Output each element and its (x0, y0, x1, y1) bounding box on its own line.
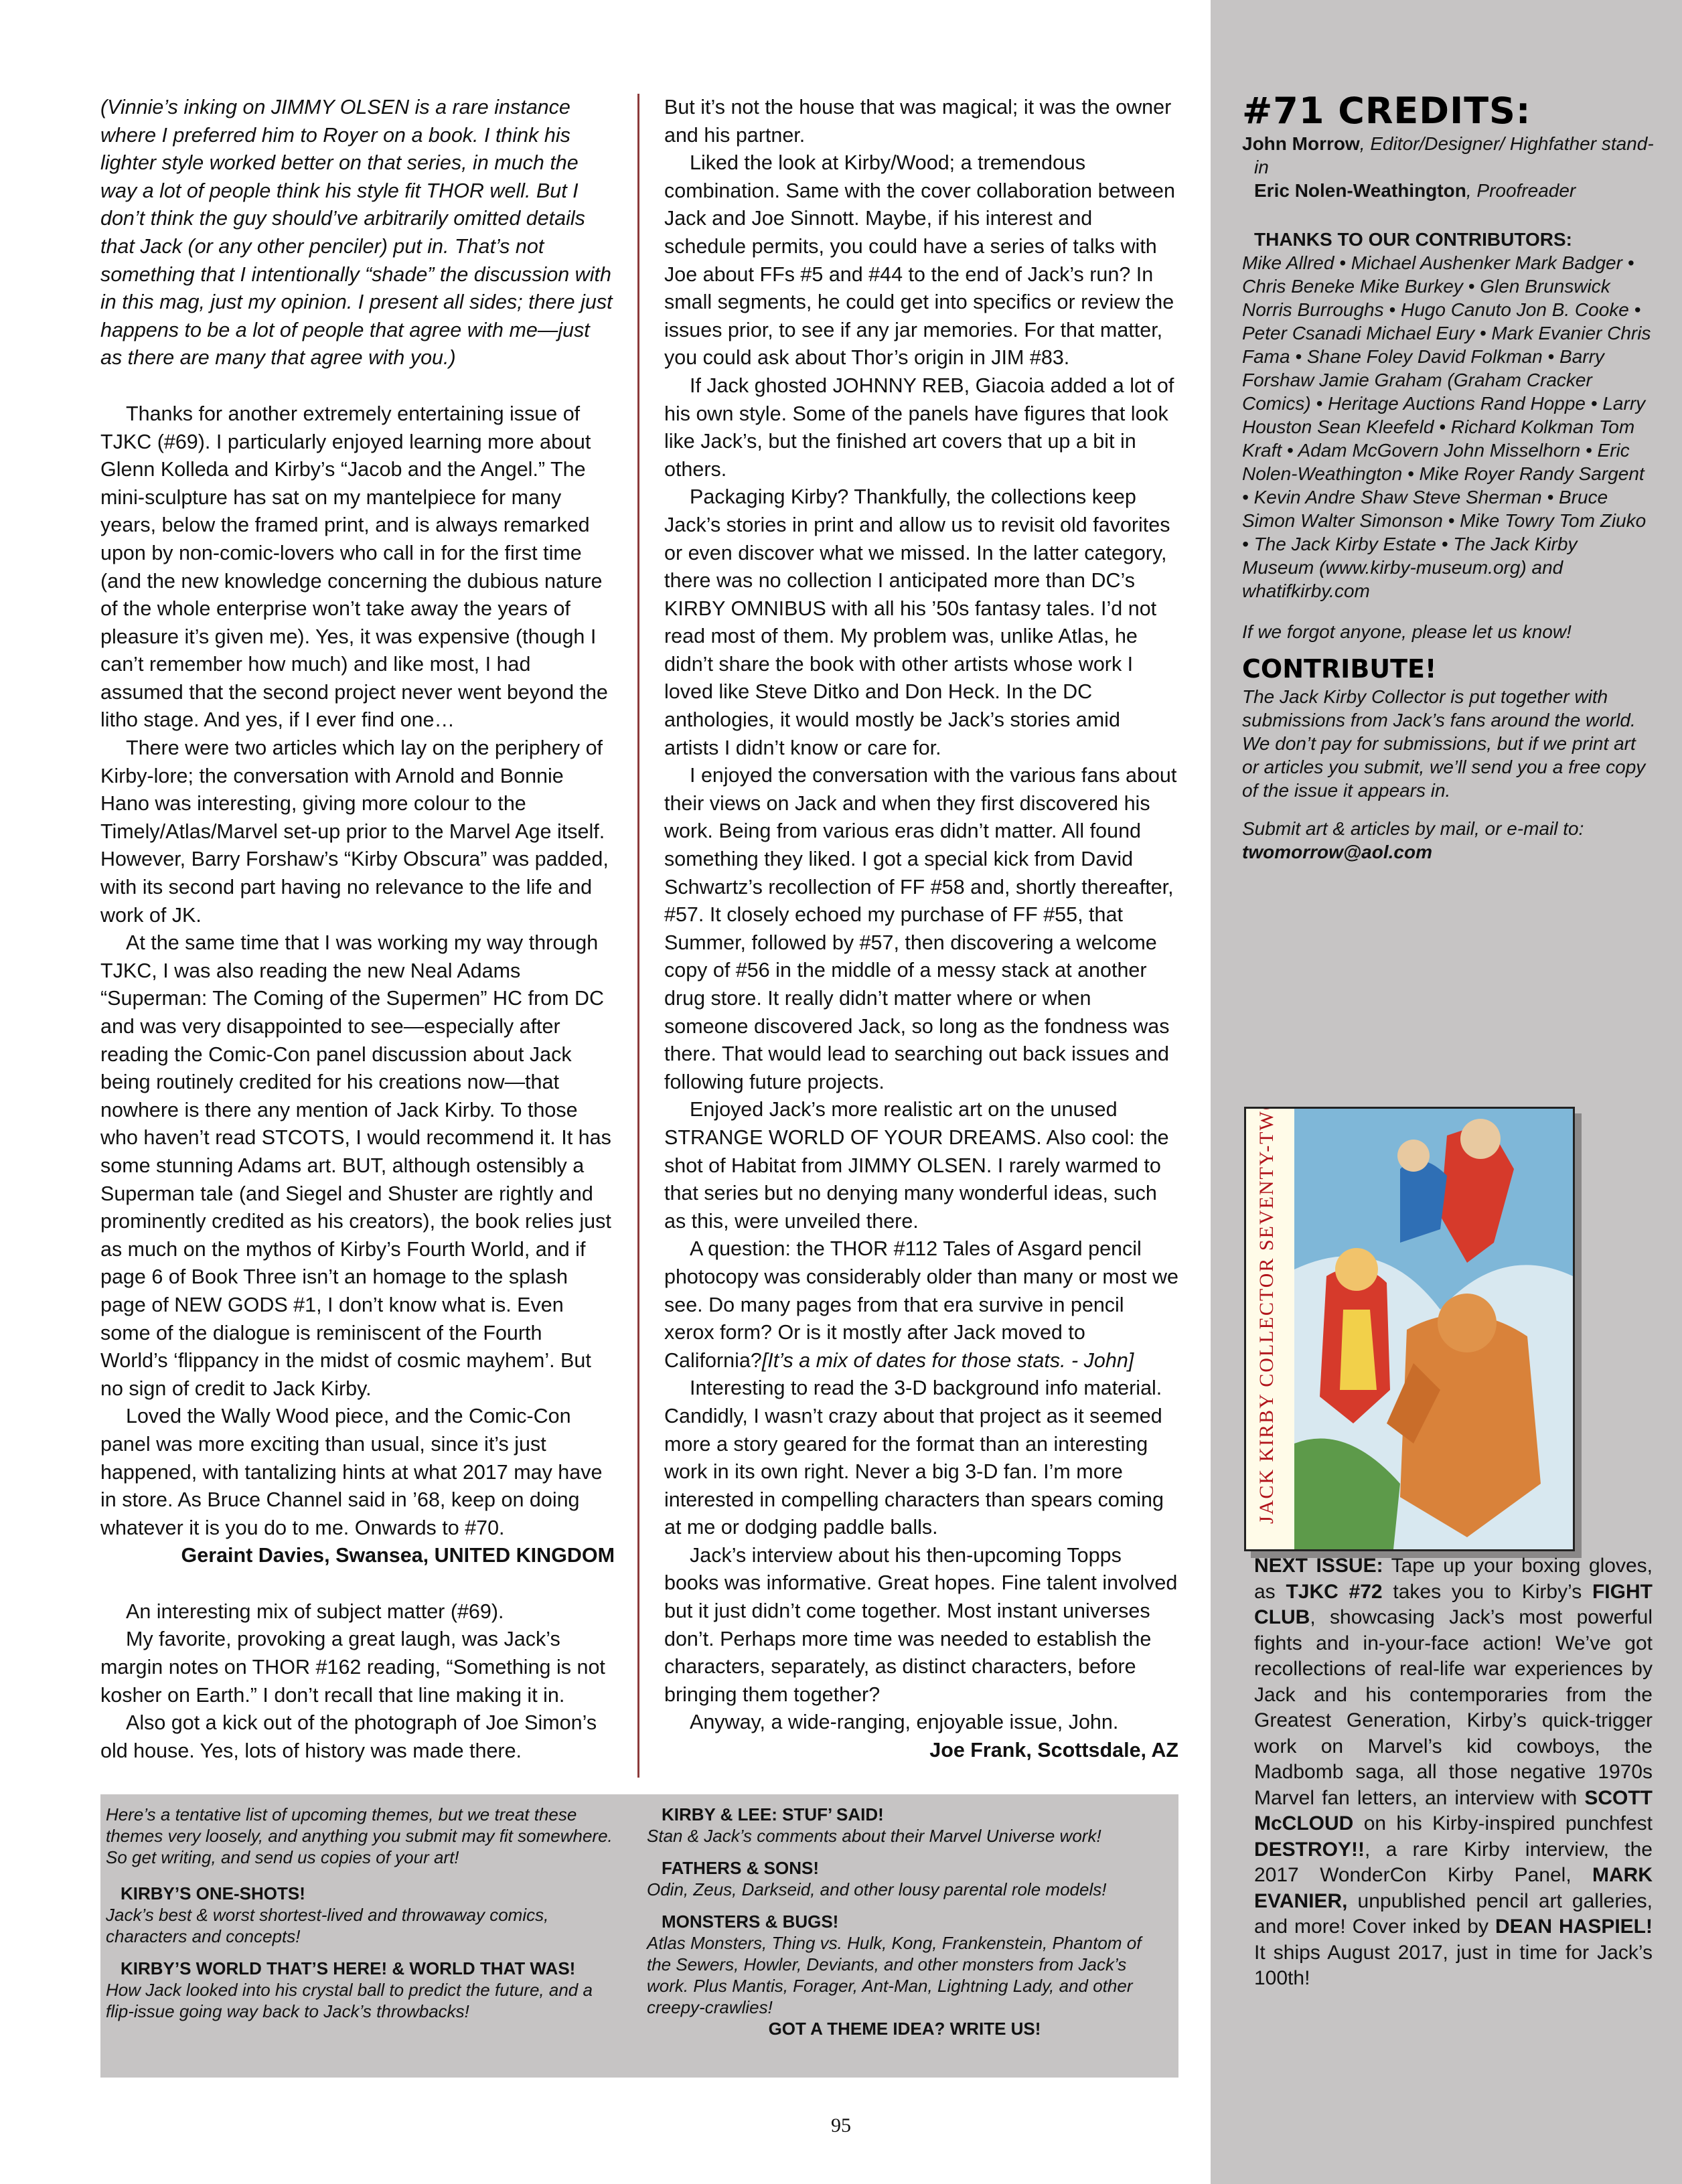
letter-paragraph (664, 1235, 1178, 1375)
forgot-note: If we forgot anyone, please let us know! (1242, 621, 1572, 642)
next-issue-blurb (1254, 1553, 1653, 1992)
cover-art (1246, 1109, 1573, 1549)
next-issue-highlight: NEXT ISSUE: (1254, 1555, 1383, 1577)
themes-right-column (647, 1804, 1162, 2039)
next-issue-text: takes you to Kirby’s (1382, 1580, 1592, 1603)
next-issue-highlight: TJKC #72 (1286, 1580, 1383, 1603)
next-issue-text: It ships August 2017, just in time for Jack’s 100th! (1254, 1941, 1653, 1989)
paragraph-gap (100, 1570, 615, 1598)
next-issue-text: , a rare Kirby interview, the 2017 WonderCon Kirby Panel, (1254, 1838, 1653, 1886)
theme-description: How Jack looked into his crystal ball to predict the future, and a flip-issue going way back to Jack’s throwbacks! (106, 1980, 593, 2021)
submit-label: Submit art & articles by mail, or e-mail to: (1242, 818, 1584, 839)
next-issue-text: unpublished pencil art galleries, and more! Cover inked by (1254, 1889, 1653, 1938)
letter-paragraph: An interesting mix of subject matter (#69). (126, 1600, 504, 1623)
letter-paragraph: My favorite, provoking a great laugh, was Jack’s margin notes on THOR #162 reading, “Something is not kosher on Earth.” I don’t recall that line making it in. (100, 1628, 605, 1707)
theme-title: FATHERS & SONS! (662, 1858, 819, 1878)
contributors-list: Mike Allred • Michael Aushenker Mark Badger • Chris Beneke Mike Burkey • Glen Brunswick Norris Burroughs • Hugo Canuto Jon B. Cooke • Peter Csanadi Michael Eury • Mark Evanier Chris Fama • Shane Foley David Folkman • Barry Forshaw Jamie Graham (Graham Cracker Comics) • Heritage Auctions Rand Hoppe • Larry Houston Sean Kleefeld • Richard Kolkman Tom Kraft • Adam McGovern John Misselhorn • Eric Nolen-Weathington • Mike Royer Randy Sargent • Kevin Andre Shaw Steve Sherman • Bruce Simon Walter Simonson • Mike Towry Tom Ziuko • The Jack Kirby Estate • The Jack Kirby Museum (www.kirby-museum.org) and whatifkirby.com (1242, 252, 1651, 601)
credit-role: , Proofreader (1466, 180, 1576, 201)
submit-email-link[interactable]: twomorrow@aol.com (1242, 842, 1432, 862)
paragraph-gap (100, 372, 615, 400)
letter-paragraph: Liked the look at Kirby/Wood; a tremendous combination. Same with the cover collaboration between Jack and Joe Sinnott. Maybe, if his interest and schedule permits, you could have a series of talks with Joe about FFs #5 and #44 to the end of Jack’s run? In small segments, he could get into specifics or review the issues prior, to see if any jar memories. For that matter, you could ask about Thor’s origin in JIM #83. (664, 151, 1175, 370)
editor-reply: [It’s a mix of dates for those stats. - John] (761, 1348, 1134, 1372)
letter-paragraph: Thanks for another extremely entertaining issue of TJKC (#69). I particularly enjoyed learning more about Glenn Kolleda and Kirby’s “Jacob and the Angel.” The mini-sculpture has sat on my mantelpiece for many years, below the framed print, and is always remarked upon by non-comic-lovers who call in for the first time (and the new knowledge concerning the dubious nature of the whole enterprise won’t take away the years of pleasure it’s given me). Yes, it was expensive (though I can’t remember how much) and like most, I had assumed that the second project never went beyond the litho stage. And yes, if I ever find one… (100, 402, 608, 732)
theme-description: Stan & Jack’s comments about their Marvel Universe work! (647, 1826, 1101, 1846)
letter-paragraph: Packaging Kirby? Thankfully, the collections keep Jack’s stories in print and allow us to revisit old favorites or even discover what we missed. In the latter category, there was no collection I anticipated more than DC’s KIRBY OMNIBUS with all his ’50s fantasy tales. I’d not read most of them. My problem was, unlike Atlas, he didn’t share the book with other artists whose work I loved like Steve Ditko and Don Heck. In the DC anthologies, it would mostly be Jack’s stories amid artists I didn’t know or care for. (664, 485, 1170, 759)
theme-title: KIRBY & LEE: STUF’ SAID! (662, 1804, 884, 1824)
submit-text (1242, 817, 1654, 864)
letter-paragraph: But it’s not the house that was magical; it was the owner and his partner. (664, 96, 1172, 147)
letters-column-left (100, 94, 615, 1765)
letter-signature: Joe Frank, Scottsdale, AZ (929, 1739, 1178, 1762)
credits-heading: #71 CREDITS: (1242, 90, 1531, 132)
contribute-text: The Jack Kirby Collector is put together with submissions from Jack’s fans around the world. We don’t pay for submissions, but if we print art or articles you submit, we’ll send you a free copy of the issue it appears in. (1242, 686, 1646, 801)
letter-paragraph: Anyway, a wide-ranging, enjoyable issue, John. (690, 1711, 1119, 1734)
next-issue-highlight: MARK EVANIER, (1254, 1864, 1653, 1912)
letter-paragraph: There were two articles which lay on the periphery of Kirby-lore; the conversation with Arnold and Bonnie Hano was interesting, giving more colour to the Timely/Atlas/Marvel set-up prior to the Marvel Age itself. However, Barry Forshaw’s “Kirby Obscura” was padded, with its second part having no relevance to the life and work of JK. (100, 736, 609, 927)
column-divider (637, 94, 639, 1778)
sidebar-content (1242, 90, 1654, 864)
next-issue-text: Tape up your boxing gloves, as (1254, 1555, 1653, 1603)
theme-call-to-action: GOT A THEME IDEA? WRITE US! (768, 2019, 1041, 2039)
theme-description: Atlas Monsters, Thing vs. Hulk, Kong, Frankenstein, Phantom of the Sewers, Howler, Deviants, and other monsters from Jack’s work. Plus Mantis, Forager, Ant-Man, Lightning Lady, and other creepy-crawlies! (647, 1933, 1142, 2017)
next-issue-highlight: FIGHT CLUB (1254, 1580, 1653, 1628)
letter-signature: Geraint Davies, Swansea, UNITED KINGDOM (181, 1544, 615, 1567)
cover-spine-text: JACK KIRBY COLLECTOR SEVENTY-TWO $10 (1255, 1109, 1278, 1524)
editor-reply: (Vinnie’s inking on JIMMY OLSEN is a rare instance where I preferred him to Royer on a book. I think his lighter style worked better on that series, in much the way a lot of people think his style fit THOR well. But I don’t think the guy should’ve arbitrarily omitted details that Jack (or any other penciler) put in. That’s not something that I intentionally “shade” the discussion with in this mag, just my opinion. I present all sides; there just happens to be a lot of people that agree with me—just as there are many that agree with you.) (100, 96, 613, 370)
themes-left-column (106, 1804, 615, 2022)
letter-paragraph: Enjoyed Jack’s more realistic art on the unused STRANGE WORLD OF YOUR DREAMS. Also cool: the shot of Habitat from JIMMY OLSEN. I rarely warmed to that series but no denying many wonderful ideas, such as this, were unveiled there. (664, 1098, 1169, 1233)
next-issue-text: , showcasing Jack’s most powerful fights and in-your-face action! We’ve got recollections of real-life war experiences by Jack and his contemporaries from the Greatest Generation, Kirby’s quick-trigger work on Marvel’s kid cowboys, the Madbomb saga, all those negative 1970s Marvel fan letters, an interview with (1254, 1606, 1653, 1809)
next-issue-highlight: SCOTT McCLOUD (1254, 1786, 1653, 1835)
next-issue-highlight: DESTROY!! (1254, 1838, 1365, 1861)
next-issue-cover-image (1244, 1107, 1575, 1551)
credit-name: John Morrow (1242, 133, 1360, 154)
credit-line-editor (1242, 132, 1654, 179)
contribute-heading: CONTRIBUTE! (1242, 654, 1437, 684)
letter-paragraph: Loved the Wally Wood piece, and the Comic-Con panel was more exciting than usual, since it’s just happened, with tantalizing hints at what 2017 may have in store. As Bruce Channel said in ’68, keep on doing whatever it is you do to me. Onwards to #70. (100, 1405, 603, 1539)
theme-description: Jack’s best & worst shortest-lived and throwaway comics, characters and concepts! (106, 1905, 549, 1946)
theme-title: MONSTERS & BUGS! (662, 1912, 839, 1932)
theme-title: KIRBY’S WORLD THAT’S HERE! & WORLD THAT WAS! (121, 1958, 576, 1978)
letter-paragraph: If Jack ghosted JOHNNY REB, Giacoia added a lot of his own style. Some of the panels have figures that look like Jack’s, but the finished art covers that up a bit in others. (664, 374, 1174, 481)
letter-paragraph: Also got a kick out of the photograph of Joe Simon’s old house. Yes, lots of history was made there. (100, 1711, 597, 1762)
page-number: 95 (831, 2114, 851, 2136)
credit-role: , Editor/Designer/ Highfather stand-in (1254, 133, 1654, 177)
letters-column-right (664, 94, 1178, 1765)
letter-paragraph: Jack’s interview about his then-upcoming Topps books was informative. Great hopes. Fine talent involved but it just didn’t come together. Most instant universes don’t. Perhaps more time was needed to establish the characters, separately, as distinct characters, before bringing them together? (664, 1543, 1178, 1706)
themes-intro: Here’s a tentative list of upcoming themes, but we treat these themes very loosely, and anything you submit may fit somewhere. So get writing, and send us copies of your art! (106, 1804, 613, 1867)
thanks-heading: THANKS TO OUR CONTRIBUTORS: (1254, 229, 1572, 250)
letter-paragraph: At the same time that I was working my way through TJKC, I was also reading the new Neal Adams “Superman: The Coming of the Supermen” HC from DC and was very disappointed to see—especially after reading the Comic-Con panel discussion about Jack being routinely credited for his creations now—that nowhere is there any mention of Jack Kirby. To those who haven’t read STCOTS, I would recommend it. It has some stunning Adams art. BUT, although ostensibly a Superman tale (and Siegel and Shuster are rightly and prominently credited as his creators), the book relies just as much on the mythos of Kirby’s Fourth World, and if page 6 of Book Three isn’t an homage to the splash page of NEW GODS #1, I don’t know what is. Even some of the dialogue is reminiscent of the Fourth World’s ‘flippancy in the midst of cosmic mayhem’. But no sign of credit to Jack Kirby. (100, 931, 611, 1400)
letter-paragraph: I enjoyed the conversation with the various fans about their views on Jack and when they first discovered his work. Being from various eras didn’t matter. All found something they liked. I got a special kick from David Schwartz’s recollection of FF #58 and, shortly thereafter, #57. It closely echoed my purchase of FF #55, that Summer, followed by #57, then discovering a welcome copy of #56 in the middle of a messy stack at another drug store. It really didn’t matter where or when someone discovered Jack, so long as the fondness was there. That would lead to searching out back issues and following future projects. (664, 764, 1177, 1093)
credit-name: Eric Nolen-Weathington (1254, 180, 1466, 201)
theme-title: KIRBY’S ONE-SHOTS! (121, 1883, 305, 1903)
letter-paragraph: Interesting to read the 3-D background info material. Candidly, I wasn’t crazy about that project as it seemed more a story geared for the format than an interesting work in its own right. Never a big 3-D fan. I’m more interested in compelling characters than spears coming at me or dodging paddle balls. (664, 1377, 1164, 1539)
letter-text: A question: the THOR #112 Tales of Asgard pencil photocopy was considerably older than many or most we see. Do many pages from that era survive in pencil xerox form? Or is it mostly after Jack moved to California? (664, 1237, 1178, 1372)
next-issue-highlight: DEAN HASPIEL! (1495, 1916, 1653, 1938)
next-issue-text: on his Kirby-inspired punchfest (1353, 1812, 1653, 1835)
theme-description: Odin, Zeus, Darkseid, and other lousy parental role models! (647, 1879, 1107, 1899)
credit-line-proofreader (1242, 179, 1654, 202)
